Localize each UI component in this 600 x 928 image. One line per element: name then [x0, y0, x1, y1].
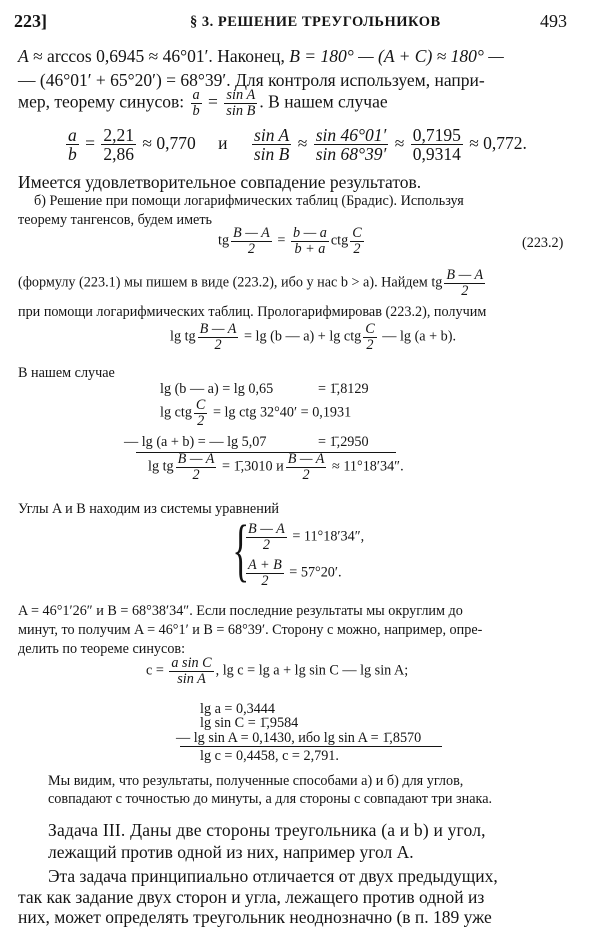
text-line: Мы видим, что результаты, полученные способами а) и б) для углов, — [48, 773, 464, 789]
calc-row: = 1̄,8129 — [318, 381, 369, 397]
calc-row-result: lg c = 0,4458, c = 2,791. — [200, 748, 339, 764]
text-line: — (46°01′ + 65°20′) = 68°39′. Для контроля используем, напри- — [18, 70, 485, 90]
system-eq1: $\frac{B — A}{2}$ = 11°18′34″, — [248, 521, 365, 553]
formula-label: (223.2) — [522, 235, 564, 251]
header-chapter: 223] — [14, 11, 47, 31]
system-brace: { — [232, 512, 250, 589]
calc-row: lg ctg $\frac{C}{2}$ = lg ctg 32°40′ = 0,1931 — [160, 397, 352, 429]
calc-row: lg (b — a) = lg 0,65 — [160, 381, 274, 397]
text-line: лежащий против одной из них, например угол A. — [48, 842, 414, 862]
page-number: 493 — [540, 11, 567, 31]
text-line: б) Решение при помощи логарифмических таблиц (Брадис). Используя — [34, 193, 464, 209]
text-line: так как задание двух сторон и угла, лежащего против одной из — [18, 887, 485, 907]
text-line: делить по теореме синусов: — [18, 641, 186, 657]
calc-row: — lg sin A = 0,1430, ибо lg sin A = 1̄,8570 — [176, 730, 422, 746]
text-line: В нашем случае — [18, 365, 115, 381]
text-line: Имеется удовлетворительное совпадение результатов. — [18, 172, 422, 192]
text-line: теорему тангенсов, будем иметь — [18, 212, 213, 228]
log-formula: lg tg $\frac{B — A}{2}$ = lg (b — a) + lg ctg $\frac{C}{2}$ — lg (a + b). — [170, 321, 457, 353]
text-line: A ≈ arccos 0,6945 ≈ 46°01′. Наконец, B = 180° — (A + C) ≈ 180° — — [18, 46, 504, 66]
text-line: Углы A и B находим из системы уравнений — [18, 501, 280, 517]
formula-223-2: tg $\frac{B — A}{2}$ = $\frac{b — a}{b + a}$ ctg $\frac{C}{2}$ — [218, 225, 362, 257]
sine-formula: c = $\frac{\text{a sin C}}{\text{sin A}}$ , lg c = lg a + lg sin C — lg sin A; — [146, 655, 409, 687]
calc-row-result: lg tg $\frac{B — A}{2}$ = 1̄,3010 и $\frac{B — A}{2}$ ≈ 11°18′34″. — [148, 451, 404, 483]
calc-row: = 1̄,2950 — [318, 434, 369, 450]
task-heading: Задача III. Даны две стороны треугольника (a и b) и угол, — [48, 820, 486, 840]
text-line: совпадают с точностью до минуты, а для стороны c совпадают три знака. — [48, 791, 493, 807]
header-title: § 3. РЕШЕНИЕ ТРЕУГОЛЬНИКОВ — [190, 14, 441, 30]
text-line: при помощи логарифмических таблиц. Прологарифмировав (223.2), получим — [18, 304, 487, 320]
calc-row: — lg (a + b) = — lg 5,07 — [124, 434, 267, 450]
system-eq2: $\frac{A + B}{2}$ = 57°20′. — [248, 557, 342, 589]
text-line: (формулу (223.1) мы пишем в виде (223.2), ибо у нас b > a). Найдем tg $\frac{B — A}{2}$ — [18, 267, 484, 299]
equation-ratio-check: $\frac{a}{b}$ = $\frac{2,21}{2,86}$ ≈ 0,770 и $\frac{\text{sin A}}{\text{sin B}}$ ≈ $\frac{\sin 46^\circ 01'}{\sin 68^\circ 39'}$ ≈ $\frac{0,7195}{0,9314}$ ≈ 0,772. — [68, 125, 527, 165]
calc-row: lg sin C = 1̄,9584 — [200, 715, 299, 731]
calc-row: lg a = 0,3444 — [200, 701, 275, 717]
text-line: A = 46°1′26″ и B = 68°38′34″. Если последние результаты мы округлим до — [18, 603, 463, 619]
text-line: них, может определять треугольник неоднозначно (в п. 189 уже — [18, 907, 492, 927]
text-line: Эта задача принципиально отличается от двух предыдущих, — [48, 866, 498, 886]
text-line: мер, теорему синусов: $\frac{a}{b}$ = $\frac{\text{sin A}}{\text{sin B}}$ . В нашем случае — [18, 87, 388, 120]
sum-rule — [180, 746, 442, 747]
text-line: минут, то получим A = 46°1′ и B = 68°39′. Сторону c можно, например, опре- — [18, 622, 483, 638]
